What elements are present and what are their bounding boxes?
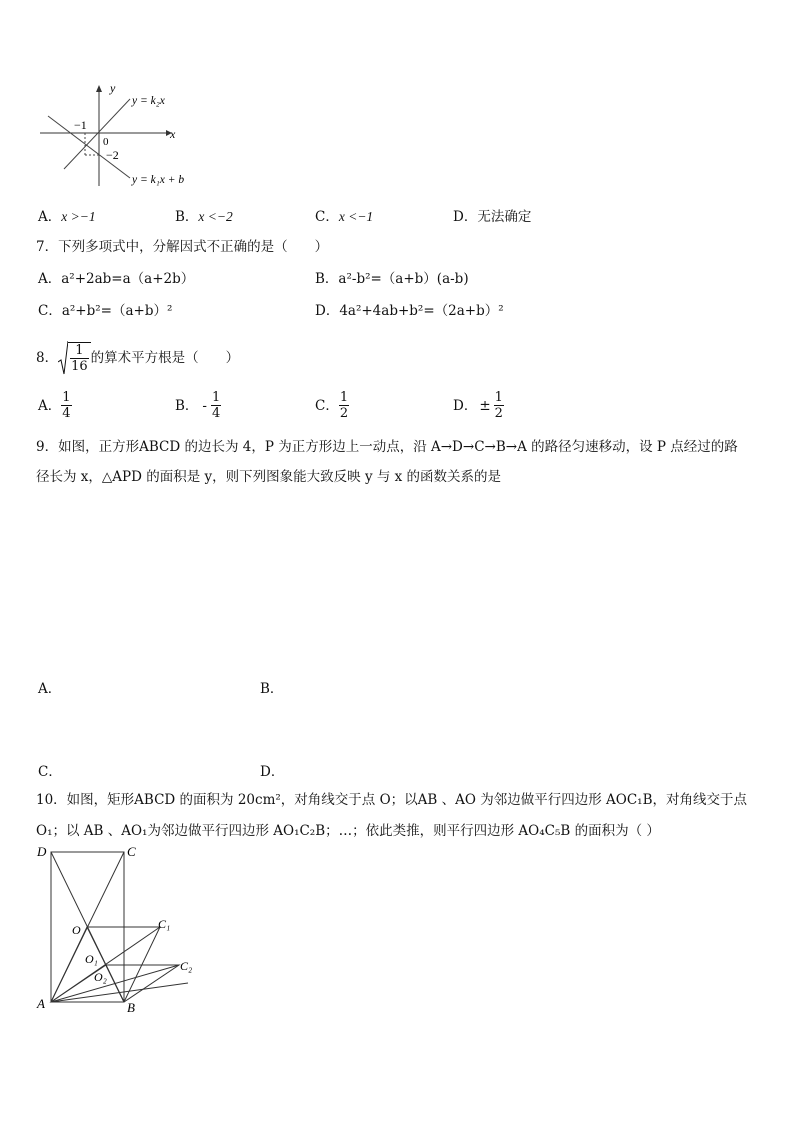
label-c: C <box>127 844 136 859</box>
q6-option-d <box>453 208 531 226</box>
line-k2x-label: y = k₂x <box>132 95 165 107</box>
q8-option-c <box>315 390 349 421</box>
y-axis-arrow <box>96 85 102 92</box>
option-letter: B． <box>175 397 199 414</box>
option-letter: D． <box>453 209 478 225</box>
label-o2: O₂ <box>94 970 107 984</box>
option-letter: C． <box>315 397 339 414</box>
fraction-denominator: 16 <box>71 359 88 374</box>
q8-option-b <box>175 390 221 421</box>
line-k1x-b-label: y = k₁x + b <box>132 174 185 186</box>
q8-option-d <box>453 390 504 421</box>
x-axis-label: x <box>170 127 176 141</box>
q9-stem-line2: 径长为 x，△APD 的面积是 y，则下列图象能大致反映 y 与 x 的函数关系的是 <box>36 469 502 485</box>
option-text: x <−2 <box>198 209 233 224</box>
q6-option-a <box>38 208 96 226</box>
q8-stem <box>36 340 239 376</box>
minus-one-label: −1 <box>74 118 87 132</box>
q10-stem-line1: 10．如图，矩形ABCD 的面积为 20cm²，对角线交于点 O；以AB 、AO 为邻边做平行四边形 AOC₁B，对角线交于点 <box>36 792 747 808</box>
option-sign: ± <box>479 397 491 414</box>
q8-tail: 的算术平方根是（ ） <box>90 350 240 366</box>
q7-option-a: A．a²+2ab=a（a+2b） <box>38 271 195 287</box>
origin-label: 0 <box>103 136 109 148</box>
q6-option-b <box>175 208 233 226</box>
minus-two-label: −2 <box>106 148 119 162</box>
q8-number: 8． <box>36 350 59 366</box>
radical-sign-icon <box>58 340 68 376</box>
q8-option-a <box>38 390 72 421</box>
label-c2: C₂ <box>180 959 193 973</box>
q6-graph <box>36 82 216 192</box>
fraction-denominator: 4 <box>62 406 71 421</box>
label-d: D <box>37 844 47 859</box>
fraction-numerator: 1 <box>339 390 349 405</box>
line-k2x <box>64 99 130 169</box>
option-letter: A． <box>38 209 62 225</box>
fraction-numerator: 1 <box>62 390 71 405</box>
line-k1x-b <box>48 116 130 178</box>
q7-option-b: B．a²-b²=（a+b）(a-b) <box>315 271 469 287</box>
q7-option-c: C．a²+b²=（a+b）² <box>38 303 173 319</box>
sqrt-expression <box>58 340 91 376</box>
fraction-numerator: 1 <box>494 390 503 405</box>
option-letter: B． <box>175 209 199 225</box>
diagonal-o1b <box>106 965 124 1002</box>
fraction-denominator: 4 <box>211 406 221 421</box>
segment-ao2-c3 <box>51 983 188 1002</box>
q7-stem: 7．下列多项式中，分解因式不正确的是（ ） <box>36 239 329 255</box>
option-sign: - <box>202 397 207 414</box>
label-a: A <box>37 996 45 1011</box>
q6-option-c <box>315 208 373 226</box>
option-text: x <−1 <box>338 209 374 224</box>
option-letter: D． <box>453 397 478 414</box>
q7-option-d: D．4a²+4ab+b²=（2a+b）² <box>315 303 504 319</box>
q10-figure <box>30 840 210 1018</box>
q9-option-a: A． <box>38 681 62 697</box>
label-o: O <box>72 923 81 937</box>
option-letter: A． <box>38 397 62 414</box>
y-axis-label: y <box>110 82 116 95</box>
label-c1: C₁ <box>158 917 171 931</box>
option-text: x >−1 <box>61 209 96 224</box>
q9-stem-line1: 9．如图，正方形ABCD 的边长为 4，P 为正方形边上一动点，沿 A→D→C→B→A 的路径匀速移动，设 P 点经过的路 <box>36 439 738 455</box>
fraction-numerator: 1 <box>211 390 221 405</box>
q10-stem-line2: O₁；以 AB 、AO₁为邻边做平行四边形 AO₁C₂B；…；依此类推，则平行四边形 AO₄C₅B 的面积为（ ） <box>36 823 660 839</box>
label-b: B <box>127 1000 135 1015</box>
fraction-numerator: 1 <box>75 343 84 358</box>
option-text: 无法确定 <box>477 209 532 225</box>
label-o1: O₁ <box>85 952 98 966</box>
q9-option-b: B． <box>260 681 284 697</box>
option-letter: C． <box>315 209 339 225</box>
q9-option-c: C． <box>38 764 62 780</box>
fraction-denominator: 2 <box>494 406 503 421</box>
q9-option-d: D． <box>260 764 285 780</box>
fraction-denominator: 2 <box>339 406 349 421</box>
